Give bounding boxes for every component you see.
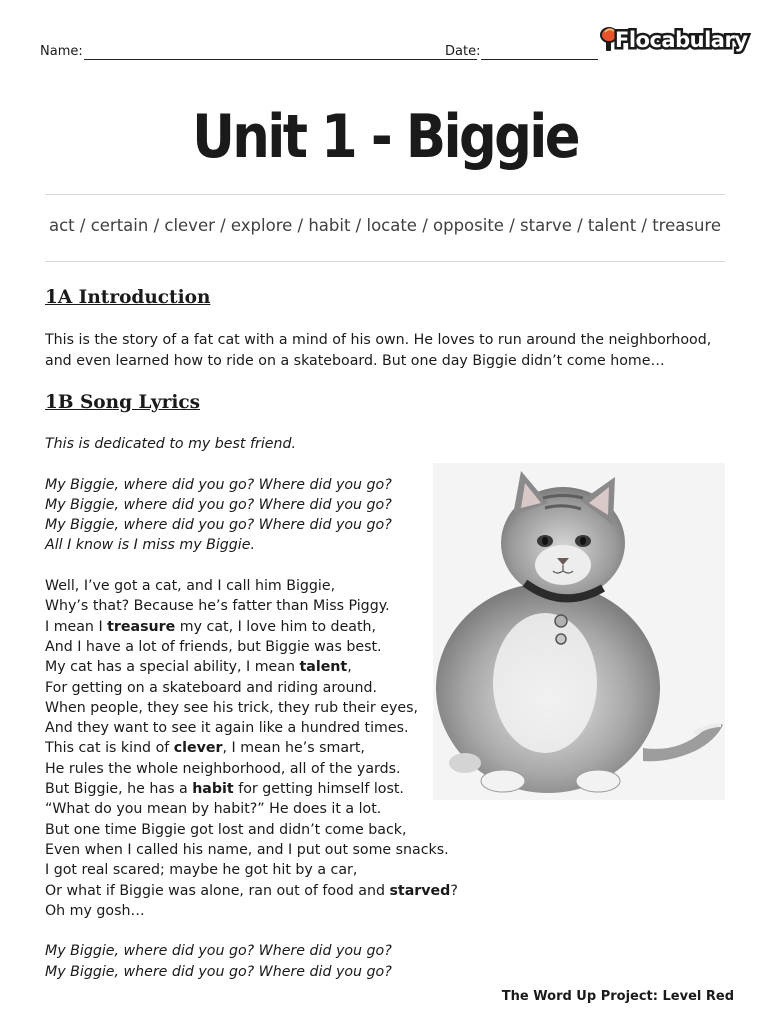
vocabulary-list: act / certain / clever / explore / habit / locate / opposite / starve / talent / treasure	[49, 216, 721, 235]
verse-line: And they want to see it again like a hundred times.	[45, 720, 409, 737]
song-lyrics	[45, 434, 458, 982]
section-heading-song-lyrics: 1B Song Lyrics	[45, 392, 201, 413]
name-date-header	[40, 40, 600, 62]
verse-line: Or what if Biggie was alone, ran out of food and starved?	[45, 882, 458, 899]
verse-line: When people, they see his trick, they rub their eyes,	[45, 699, 418, 716]
verse-line: But Biggie, he has a habit for getting himself lost.	[45, 781, 404, 798]
chorus-line: My Biggie, where did you go? Where did you go?	[45, 476, 392, 493]
cat-photo	[433, 463, 725, 800]
verse-line: I got real scared; maybe he got hit by a car,	[45, 862, 358, 879]
chorus-line: My Biggie, where did you go? Where did you go?	[45, 963, 392, 980]
verse-line: Why’s that? Because he’s fatter than Miss Piggy.	[45, 598, 390, 615]
date-label: Date:	[445, 44, 481, 59]
footer-project-label: The Word Up Project: Level Red	[501, 989, 734, 1004]
page-title: Unit 1 - Biggie	[192, 102, 578, 172]
chorus-line: All I know is I miss my Biggie.	[45, 537, 255, 554]
logo-wordmark: Flocabulary	[615, 28, 748, 52]
verse-line: Even when I called his name, and I put out some snacks.	[45, 841, 449, 858]
chorus-line: My Biggie, where did you go? Where did you go?	[45, 517, 392, 534]
cat-illustration	[433, 463, 725, 800]
verse-line: I mean I treasure my cat, I love him to death,	[45, 618, 377, 635]
verse-line: My cat has a special ability, I mean talent,	[45, 659, 352, 676]
introduction-text: This is the story of a fat cat with a mind of his own. He loves to run around the neighborhood, and even learned how to ride on a skateboard. But one day Biggie didn’t come home…	[45, 332, 712, 369]
verse-line: He rules the whole neighborhood, all of the yards.	[45, 760, 401, 777]
chorus-line: My Biggie, where did you go? Where did you go?	[45, 496, 392, 513]
vocab-word: clever	[173, 740, 223, 757]
verse-line: But one time Biggie got lost and didn’t come back,	[45, 821, 407, 838]
vocab-word: treasure	[107, 618, 176, 635]
verse-line: “What do you mean by habit?” He does it a lot.	[45, 801, 382, 818]
divider-top	[45, 194, 725, 195]
verse-line: Well, I’ve got a cat, and I call him Biggie,	[45, 578, 336, 595]
verse-line: For getting on a skateboard and riding around.	[45, 679, 378, 696]
date-field[interactable]	[481, 59, 598, 60]
vocab-word: habit	[192, 781, 234, 798]
section-heading-introduction: 1A Introduction	[45, 287, 211, 308]
vocab-word: starved	[389, 882, 451, 899]
dedication-line: This is dedicated to my best friend.	[45, 436, 297, 452]
vocab-word: talent	[299, 659, 348, 676]
chorus-line: My Biggie, where did you go? Where did you go?	[45, 943, 392, 960]
divider-bottom	[45, 261, 725, 262]
flocabulary-logo	[600, 24, 748, 60]
name-label: Name:	[40, 44, 83, 59]
name-field[interactable]	[84, 59, 477, 60]
verse-line: And I have a lot of friends, but Biggie was best.	[45, 638, 382, 655]
verse-line: Oh my gosh…	[45, 902, 145, 919]
verse-line: This cat is kind of clever, I mean he’s smart,	[45, 740, 365, 757]
